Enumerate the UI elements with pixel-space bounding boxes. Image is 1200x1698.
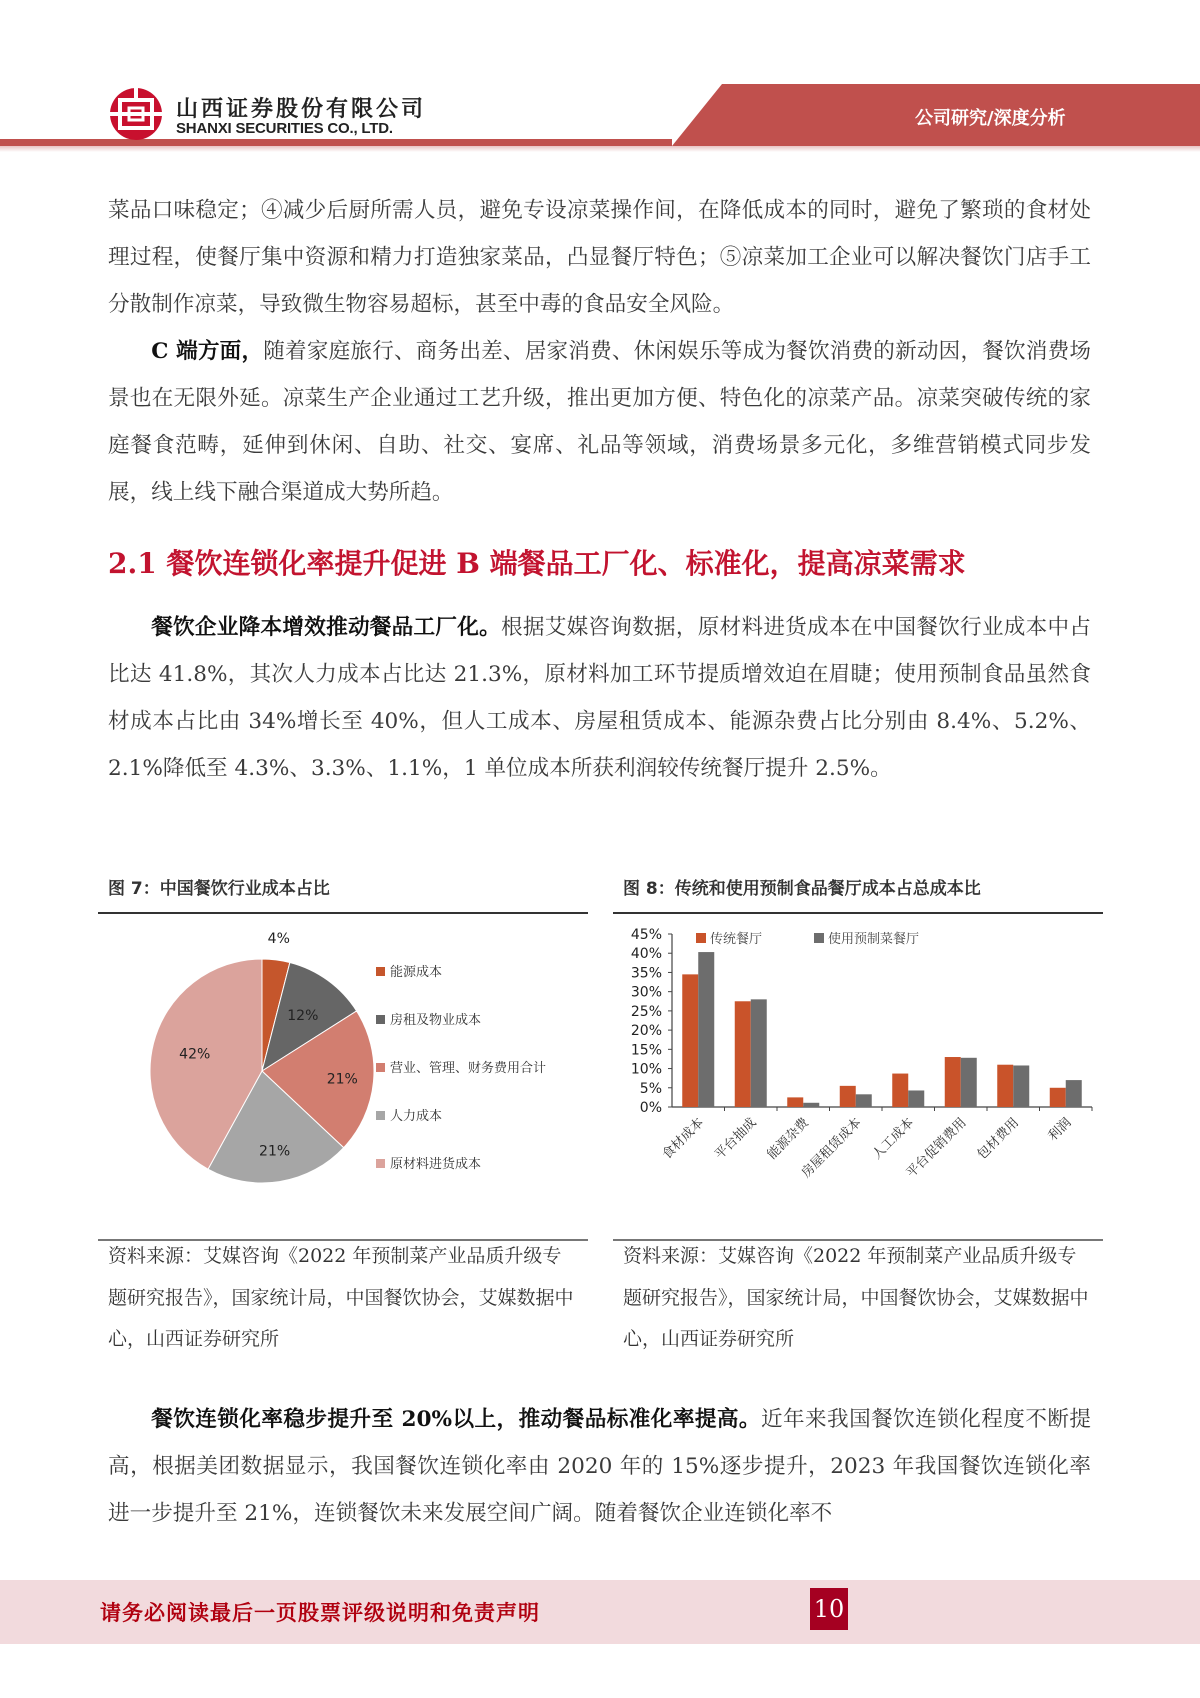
bar-prepared [1066,1080,1082,1107]
report-category: 公司研究/深度分析 [915,108,1066,129]
y-tick-label: 45% [630,927,662,943]
figure-7-title: 图 7：中国餐饮行业成本占比 [108,879,330,899]
company-name-en: SHANXI SECURITIES CO., LTD. [176,120,393,137]
x-category-label: 包材费用 [974,1115,1023,1163]
paragraph-lead: 餐饮连锁化率稳步提升至 20%以上，推动餐品标准化率提高。 [151,1407,761,1432]
y-tick-label: 5% [639,1080,662,1097]
bar-prepared [961,1058,977,1107]
pie-data-label: 21% [326,1071,358,1088]
legend-label: 人力成本 [390,1109,443,1124]
bar-prepared [698,952,714,1107]
paragraph-lead: C 端方面， [151,339,264,364]
legend-swatch [376,1015,385,1024]
y-tick-label: 35% [630,965,662,982]
paragraph-lead: 餐饮企业降本增效推动餐品工厂化。 [151,615,501,640]
pie-chart-cost-share [98,914,588,1236]
company-logo [108,86,164,142]
legend-label: 房租及物业成本 [390,1013,482,1028]
bar-prepared [1013,1065,1029,1107]
pie-data-label: 12% [287,1007,319,1024]
bar-prepared [908,1090,924,1107]
bar-chart-restaurant-costs [613,914,1103,1236]
bar-traditional [682,974,698,1107]
x-category-label: 房屋租赁成本 [798,1115,865,1181]
x-category-label: 平台抽成 [712,1115,760,1163]
legend-swatch [376,967,385,976]
section-heading: 2.1 餐饮连锁化率提升促进 B 端餐品工厂化、标准化，提高凉菜需求 [108,547,966,580]
y-tick-label: 0% [639,1100,662,1116]
bar-traditional [945,1057,961,1107]
x-category-label: 平台促销费用 [903,1115,970,1181]
footer-disclaimer: 请务必阅读最后一页股票评级说明和免责声明 [100,1600,540,1625]
company-name-cn: 山西证券股份有限公司 [176,97,427,122]
page-number: 10 [810,1588,848,1630]
legend-label: 传统餐厅 [710,932,763,947]
y-tick-label: 30% [630,984,662,1001]
legend-swatch [376,1063,385,1072]
y-tick-label: 20% [630,1023,662,1040]
bar-traditional [892,1074,908,1107]
paragraph-text: 根据艾媒咨询数据，原材料进货成本在中国餐饮行业成本中占比达 41.8%，其次人力成本占比达 21.3%，原材料加工环节提质增效迫在眉睫；使用预制食品虽然食材成本占比由 34%增长至 40%，但人工成本、房屋租赁成本、能源杂费占比分别由 8.4%、5.2%、2.1%降低至 4.3%、3.3%、1.1%，1 单位成本所获利润较传统餐厅提升 2.5%。 [108,615,1091,781]
legend-swatch [376,1159,385,1168]
bar-prepared [803,1103,819,1107]
x-category-label: 食材成本 [659,1115,708,1163]
x-category-label: 能源杂费 [764,1115,813,1163]
legend-label: 营业、管理、财务费用合计 [390,1061,547,1076]
paragraph-c-end [108,328,1091,516]
legend-label: 能源成本 [390,965,443,980]
x-category-label: 利润 [1045,1115,1075,1145]
bar-traditional [1050,1088,1066,1107]
legend-label: 使用预制菜餐厅 [828,932,920,947]
legend-swatch [376,1111,385,1120]
pie-data-label: 42% [179,1046,211,1063]
x-category-label: 人工成本 [869,1115,918,1163]
legend-label: 原材料进货成本 [390,1157,482,1172]
paragraph-text: 随着家庭旅行、商务出差、居家消费、休闲娱乐等成为餐饮消费的新动因，餐饮消费场景也在无限外延。凉菜生产企业通过工艺升级，推出更加方便、特色化的凉菜产品。凉菜突破传统的家庭餐食范畴，延伸到休闲、自助、社交、宴席、礼品等领域，消费场景多元化，多维营销模式同步发展，线上线下融合渠道成大势所趋。 [108,339,1091,505]
figure-8-source: 资料来源：艾媒咨询《2022 年预制菜产业品质升级专题研究报告》，国家统计局，中国餐饮协会，艾媒数据中心，山西证券研究所 [623,1245,1089,1350]
bar-prepared [856,1094,872,1107]
bar-prepared [751,999,767,1107]
paragraph-b-end-benefits: 菜品口味稳定；④减少后厨所需人员，避免专设凉菜操作间，在降低成本的同时，避免了繁琐的食材处理过程，使餐厅集中资源和精力打造独家菜品，凸显餐厅特色；⑤凉菜加工企业可以解决餐饮门店手工分散制作凉菜，导致微生物容易超标，甚至中毒的食品安全风险。 [108,198,1091,317]
paragraph-chain-rate [108,1396,1091,1537]
legend-swatch [696,933,706,943]
pie-data-label: 4% [267,931,290,948]
y-tick-label: 15% [630,1042,662,1059]
bar-traditional [840,1086,856,1107]
paragraph-text: 近年来我国餐饮连锁化程度不断提高，根据美团数据显示，我国餐饮连锁化率由 2020 年的 15%逐步提升，2023 年我国餐饮连锁化率进一步提升至 21%，连锁餐饮未来发展空间广阔。随着餐饮企业连锁化率不 [108,1407,1091,1526]
bar-traditional [997,1065,1013,1107]
figure-7-source: 资料来源：艾媒咨询《2022 年预制菜产业品质升级专题研究报告》，国家统计局，中国餐饮协会，艾媒数据中心，山西证券研究所 [108,1245,574,1350]
bar-traditional [787,1097,803,1107]
y-tick-label: 25% [630,1003,662,1020]
legend-swatch [814,933,824,943]
paragraph-cost-reduction [108,604,1091,792]
y-tick-label: 40% [630,946,662,963]
bar-traditional [735,1001,751,1107]
pie-data-label: 21% [259,1143,291,1160]
y-tick-label: 10% [630,1061,662,1078]
figure-8-title: 图 8：传统和使用预制食品餐厅成本占总成本比 [623,879,981,899]
